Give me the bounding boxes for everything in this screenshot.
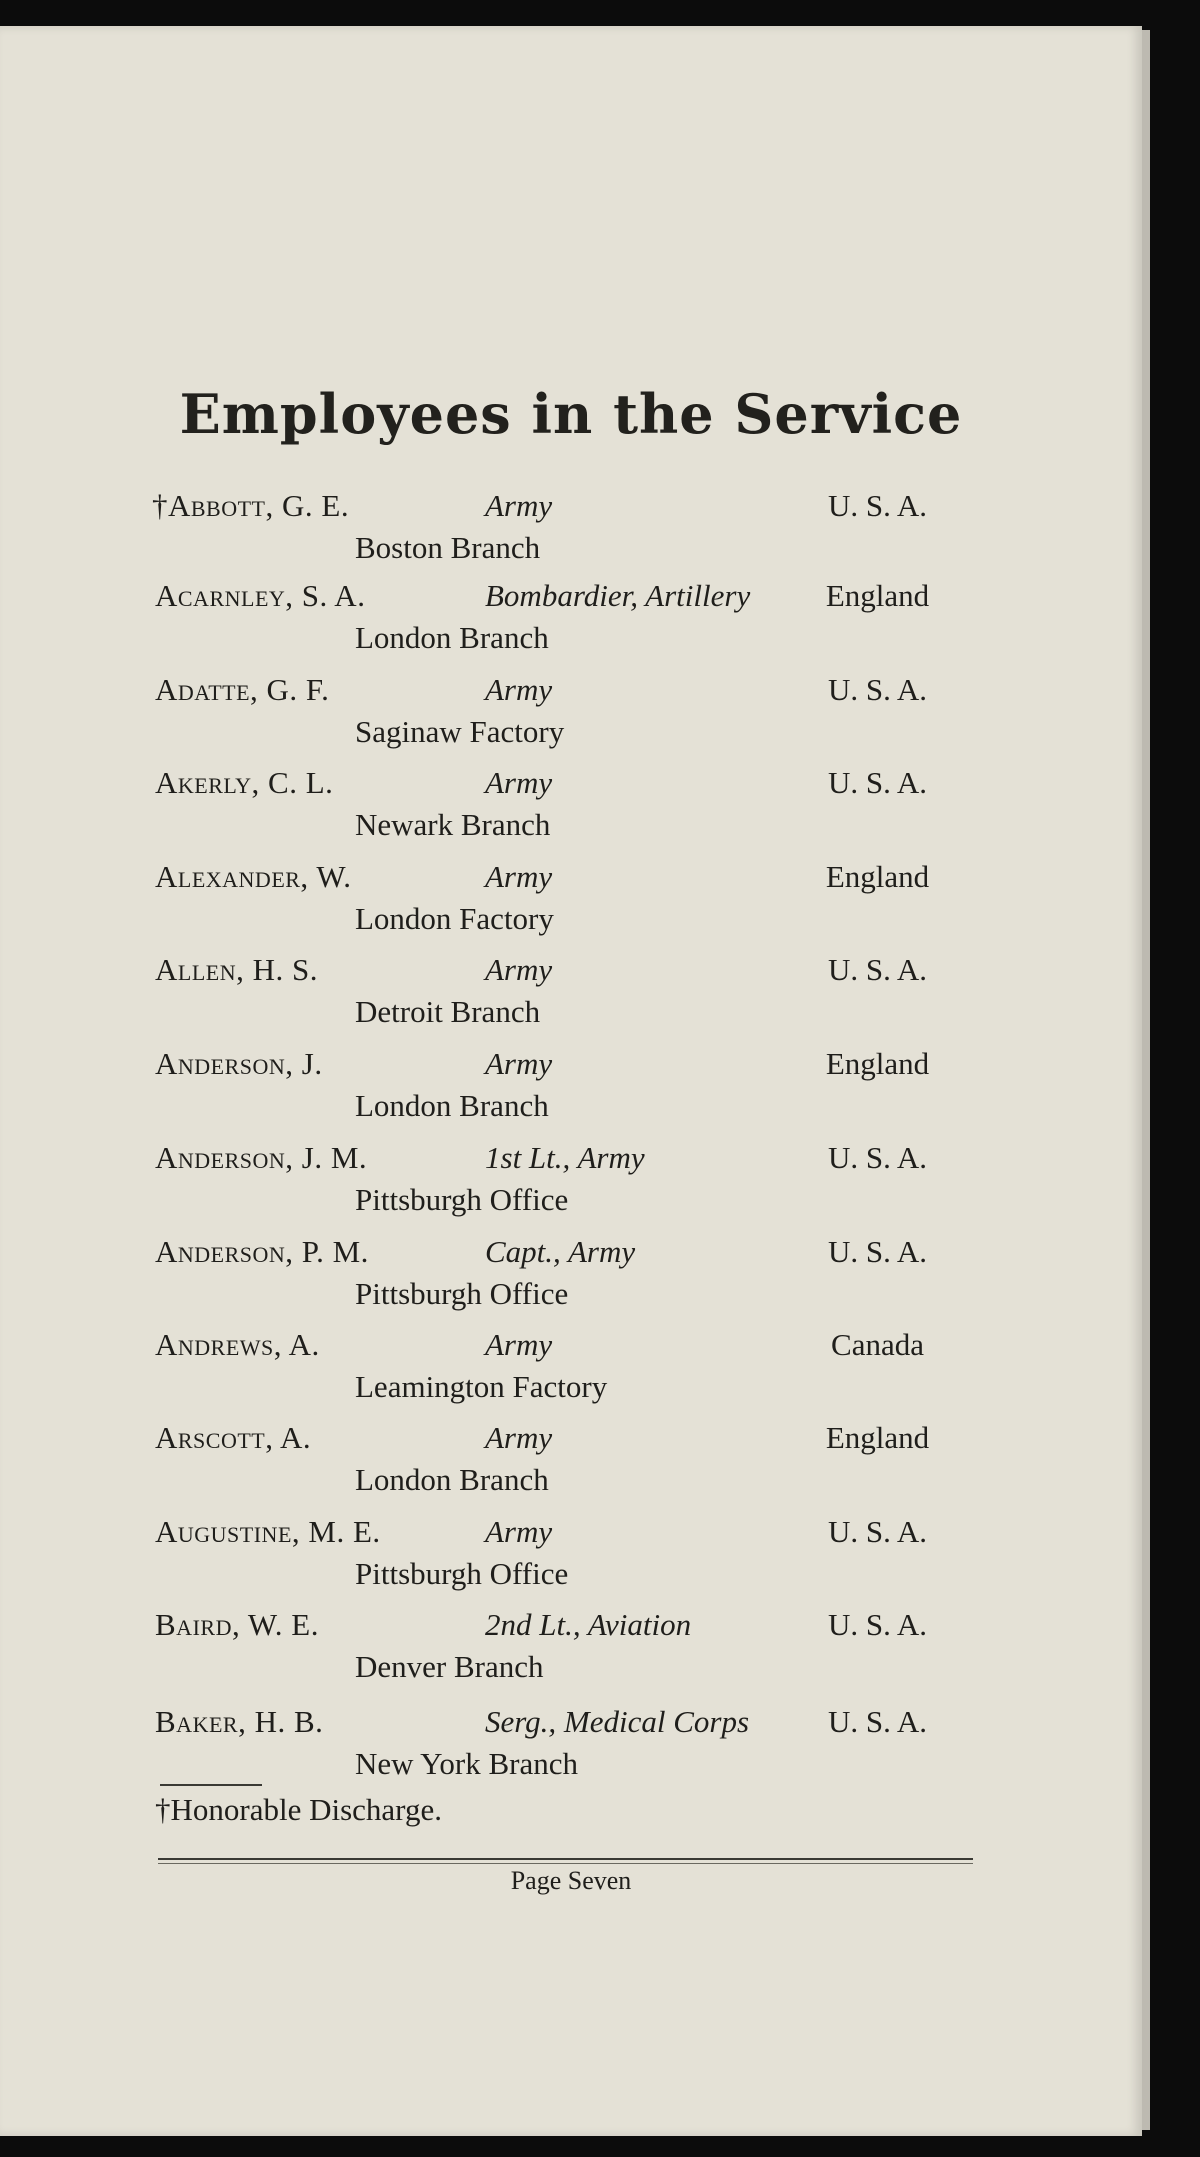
employee-name: Andrews, A. xyxy=(155,1327,320,1362)
list-item xyxy=(0,859,1142,949)
employee-country: U. S. A. xyxy=(827,1514,928,1549)
employee-branch: London Branch xyxy=(355,620,549,655)
list-item xyxy=(0,1514,1142,1604)
employee-country: U. S. A. xyxy=(827,1607,928,1642)
list-item xyxy=(0,578,1142,668)
employee-role: Army xyxy=(485,1420,553,1455)
employee-branch: Newark Branch xyxy=(355,807,551,842)
employee-branch: Pittsburgh Office xyxy=(355,1182,569,1217)
list-item xyxy=(0,672,1142,762)
employee-country: England xyxy=(825,578,930,613)
employee-branch: Pittsburgh Office xyxy=(355,1276,569,1311)
employee-role: 2nd Lt., Aviation xyxy=(485,1607,692,1642)
employee-country: England xyxy=(825,859,930,894)
employee-name: Baird, W. E. xyxy=(155,1607,319,1642)
employee-branch: London Factory xyxy=(355,901,554,936)
employee-country: Canada xyxy=(831,1327,924,1362)
employee-name: Augustine, M. E. xyxy=(155,1514,381,1549)
list-item xyxy=(0,765,1142,855)
page-edge xyxy=(1142,30,1150,2130)
employee-role: Army xyxy=(485,1327,553,1362)
list-item xyxy=(0,1420,1142,1510)
employee-name: Arscott, A. xyxy=(155,1420,312,1455)
employee-role: Army xyxy=(485,488,553,523)
employee-role: 1st Lt., Army xyxy=(485,1140,645,1175)
employee-name: Alexander, W. xyxy=(155,859,352,894)
employee-role: Army xyxy=(485,765,553,800)
footnote: †Honorable Discharge. xyxy=(155,1792,442,1827)
employee-branch: Denver Branch xyxy=(355,1649,544,1684)
employee-country: U. S. A. xyxy=(827,488,928,523)
page-number: Page Seven xyxy=(510,1866,632,1895)
list-item xyxy=(0,1327,1142,1417)
employee-branch: New York Branch xyxy=(355,1746,579,1781)
employee-role: Bombardier, Artillery xyxy=(485,578,751,613)
list-item xyxy=(0,488,1142,578)
footnote-rule xyxy=(160,1784,262,1786)
page-title: Employees in the Service xyxy=(179,382,963,446)
list-item xyxy=(0,1140,1142,1230)
employee-role: Capt., Army xyxy=(485,1234,636,1269)
bottom-rule-secondary xyxy=(158,1863,973,1864)
list-item xyxy=(0,952,1142,1042)
employee-name: Anderson, P. M. xyxy=(155,1234,369,1269)
employee-branch: Saginaw Factory xyxy=(355,714,565,749)
employee-country: England xyxy=(825,1046,930,1081)
list-item xyxy=(0,1046,1142,1136)
employee-role: Army xyxy=(485,1514,553,1549)
employee-country: U. S. A. xyxy=(827,1704,928,1739)
employee-name: Allen, H. S. xyxy=(155,952,318,987)
employee-country: U. S. A. xyxy=(827,1234,928,1269)
employee-name: Adatte, G. F. xyxy=(155,672,330,707)
employee-branch: Detroit Branch xyxy=(355,994,541,1029)
employee-country: U. S. A. xyxy=(827,952,928,987)
employee-name: Anderson, J. xyxy=(155,1046,323,1081)
employee-branch: Leamington Factory xyxy=(355,1369,608,1404)
employee-role: Army xyxy=(485,672,553,707)
employee-branch: London Branch xyxy=(355,1462,549,1497)
employee-branch: Pittsburgh Office xyxy=(355,1556,569,1591)
employee-country: U. S. A. xyxy=(827,1140,928,1175)
employee-branch: London Branch xyxy=(355,1088,549,1123)
employee-name: Akerly, C. L. xyxy=(155,765,334,800)
list-item xyxy=(0,1704,1142,1794)
employee-role: Army xyxy=(485,1046,553,1081)
bottom-rule xyxy=(158,1858,973,1860)
employee-name: †Abbott, G. E. xyxy=(152,488,350,523)
list-item xyxy=(0,1607,1142,1697)
employee-country: U. S. A. xyxy=(827,765,928,800)
list-item xyxy=(0,1234,1142,1324)
employee-name: Acarnley, S. A. xyxy=(155,578,366,613)
employee-role: Army xyxy=(485,952,553,987)
employee-role: Serg., Medical Corps xyxy=(485,1704,750,1739)
employee-branch: Boston Branch xyxy=(355,530,541,565)
employee-name: Baker, H. B. xyxy=(155,1704,324,1739)
employee-country: U. S. A. xyxy=(827,672,928,707)
employee-name: Anderson, J. M. xyxy=(155,1140,368,1175)
employee-role: Army xyxy=(485,859,553,894)
employee-country: England xyxy=(825,1420,930,1455)
